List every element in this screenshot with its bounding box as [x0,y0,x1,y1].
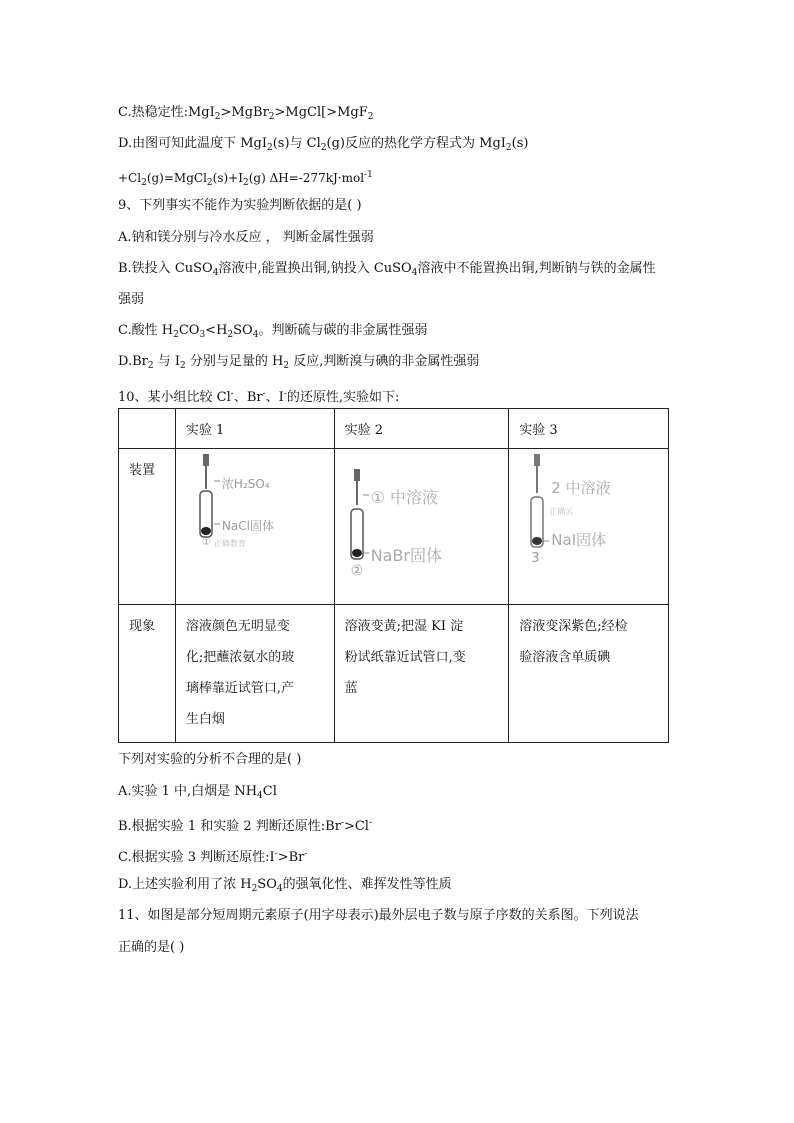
row-label: 现象 [119,605,176,743]
reagent-top-label: 浓H₂SO₄ [221,477,270,491]
q9-option-a: A.钠和镁分别与冷水反应 ， 判断金属性强弱 [118,230,374,245]
reagent-bottom-label: NaCl固体 [221,519,274,533]
table-header-blank [119,409,176,449]
q10-option-a: A.实验 1 中,白烟是 $NH_4Cl$ [118,784,277,801]
table-header-row [119,409,669,449]
apparatus-figure-3 [509,449,669,605]
reagent-bottom-label: NaBr固体 [370,546,442,565]
q10-option-d: D.上述实验利用了浓 $H_2SO_4$的强氧化性、难挥发性等性质 [118,877,452,894]
tube-number: ② [350,563,364,579]
q9-stem: 9、下列事实不能作为实验判断依据的是( ) [118,198,362,213]
q9-option-d: $D.Br_2$ 与 $I_2$ 分别与足量的 $H_2$ 反应,判断溴与碘的非金属性强弱 [118,354,480,371]
q9-option-c: C.酸性 $H_2CO_3<H_2SO_4$。判断硫与碳的非金属性强弱 [118,323,428,340]
table-row-phenomenon [119,605,669,743]
test-tube-icon [335,449,509,604]
watermark: 正确教育 [213,539,246,548]
q9-option-b-line1: B.铁投入 CuSO$_4$溶液中,能置换出铜,钠投入 CuSO$_4$溶液中不能置换出铜,判断钠与铁的金属性 [118,261,656,278]
row-label: 装置 [119,449,176,605]
q11-stem-line2: 正确的是( ) [118,940,185,955]
q10-stem: 10、某小组比较 Cl-、Br-、I-的还原性,实验如下: [118,389,400,405]
test-tube-icon [509,449,667,604]
q10-option-b: B.根据实验 1 和实验 2 判断还原性:Br->Cl- [118,818,372,834]
tube-number: ① [201,537,211,548]
q10-question: 下列对实验的分析不合理的是( ) [118,752,302,767]
experiment-table [118,408,669,743]
reagent-top-label: ① 中溶液 [370,488,439,507]
q11-stem-line1: 11、如图是部分短周期元素原子(用字母表示)最外层电子数与原子序数的关系图。下列说法 [118,908,639,923]
reagent-bottom-label: NaI固体 [551,531,607,549]
reagent-top-label: 2 中溶液 [551,479,611,497]
table-header-cell: 实验 1 [175,409,334,449]
apparatus-figure-2 [334,449,509,605]
tube-number: 3 [531,551,540,566]
q10-option-c: C.根据实验 3 判断还原性:I->Br- [118,849,308,865]
apparatus-figure-1 [175,449,334,605]
watermark: 正确云 [549,507,574,516]
q8-option-c: C.热稳定性:MgI$_2$>MgBr$_2$>MgCl[>MgF$_2$ [118,105,374,122]
phenomenon-cell-3: 溶液变深紫色;经检 验溶液含单质碘 [509,605,669,743]
table-header-cell: 实验 3 [509,409,669,449]
q8-option-d-line1: D.由图可知此温度下 MgI$_2$(s)与 $Cl_2(g)$反应的热化学方程式为 MgI$_2$(s) [118,136,529,153]
q9-option-b-line2: 强弱 [118,292,145,307]
phenomenon-cell-1: 溶液颜色无明显变 化;把蘸浓氨水的玻 璃棒靠近试管口,产 生白烟 [175,605,334,743]
table-row-apparatus [119,449,669,605]
phenomenon-cell-2: 溶液变黄;把湿 KI 淀 粉试纸靠近试管口,变 蓝 [334,605,509,743]
table-header-cell: 实验 2 [334,409,509,449]
q8-option-d-line2: $+Cl_2(g)=MgCl_2(s)+I_2(g)$ ΔH=-277kJ·mol$^{-1}$ [118,170,373,188]
